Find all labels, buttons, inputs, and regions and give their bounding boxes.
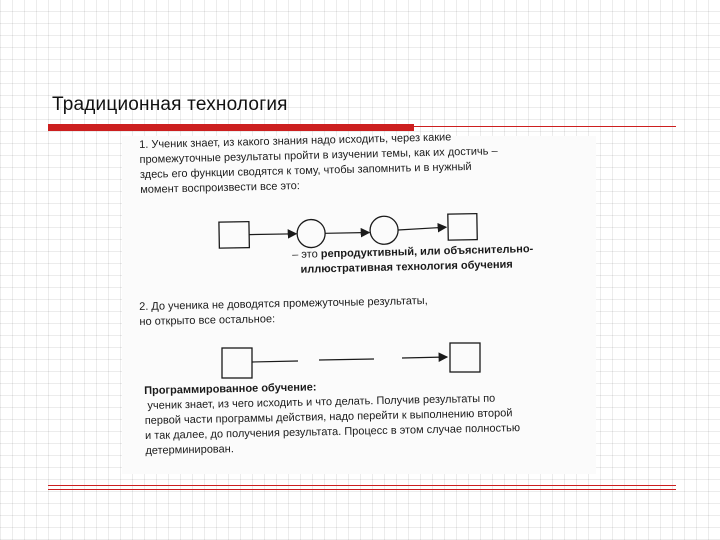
programmed-line: ученик знает, из чего исходить и что делать. Получив результаты по: [147, 392, 496, 412]
footer-rule-bottom: [48, 489, 676, 490]
caption-1: [292, 242, 534, 278]
paragraph-2: [139, 294, 428, 330]
scanned-page: [122, 131, 596, 474]
intermediate-circle-1: [297, 219, 325, 247]
arrow-final: [402, 357, 447, 358]
arrow-1: [249, 234, 296, 235]
end-square: [448, 214, 477, 241]
paragraph-1-line: промежуточные результаты пройти в изучении темы, как их достичь –: [139, 145, 498, 166]
caption-bold-line: иллюстративная технология обучения: [300, 258, 513, 276]
paragraph-2-line: 2. До ученика не доводятся промежуточные результаты,: [139, 294, 428, 313]
caption-prefix: – это: [292, 248, 321, 261]
programmed-learning: [144, 376, 521, 459]
footer-rule-top: [48, 485, 676, 486]
end-square: [450, 343, 480, 372]
arrow-2: [325, 233, 369, 234]
segment-1: [252, 361, 298, 362]
slide-title: Традиционная технология: [52, 94, 288, 115]
paragraph-1-line: 1. Ученик знает, из какого знания надо исходить, через какие: [139, 131, 452, 151]
programmed-line: детерминирован.: [145, 443, 234, 457]
paragraph-1-line: здесь его функции сводятся к тому, чтобы запомнить и в нужный: [139, 160, 472, 181]
title-accent-bar: [48, 124, 414, 131]
programmed-line: первой части программы действия, надо перейти к выполнению второй: [144, 407, 513, 427]
start-square: [219, 222, 249, 249]
arrow-3: [398, 227, 446, 230]
paragraph-1-line: момент воспроизвести все это:: [140, 180, 301, 196]
start-square: [222, 348, 252, 378]
caption-bold-line: репродуктивный, или объяснительно-: [320, 243, 534, 261]
paragraph-2-line: но открыто все остальное:: [139, 313, 276, 328]
segment-2: [319, 359, 374, 360]
diagram-2: [222, 343, 480, 378]
title-underline: [414, 126, 676, 127]
intermediate-circle-2: [370, 216, 398, 244]
programmed-heading: Программированное обучение:: [144, 381, 317, 397]
programmed-line: и так далее, до получения результата. Процесс в этом случае полностью: [144, 422, 521, 442]
